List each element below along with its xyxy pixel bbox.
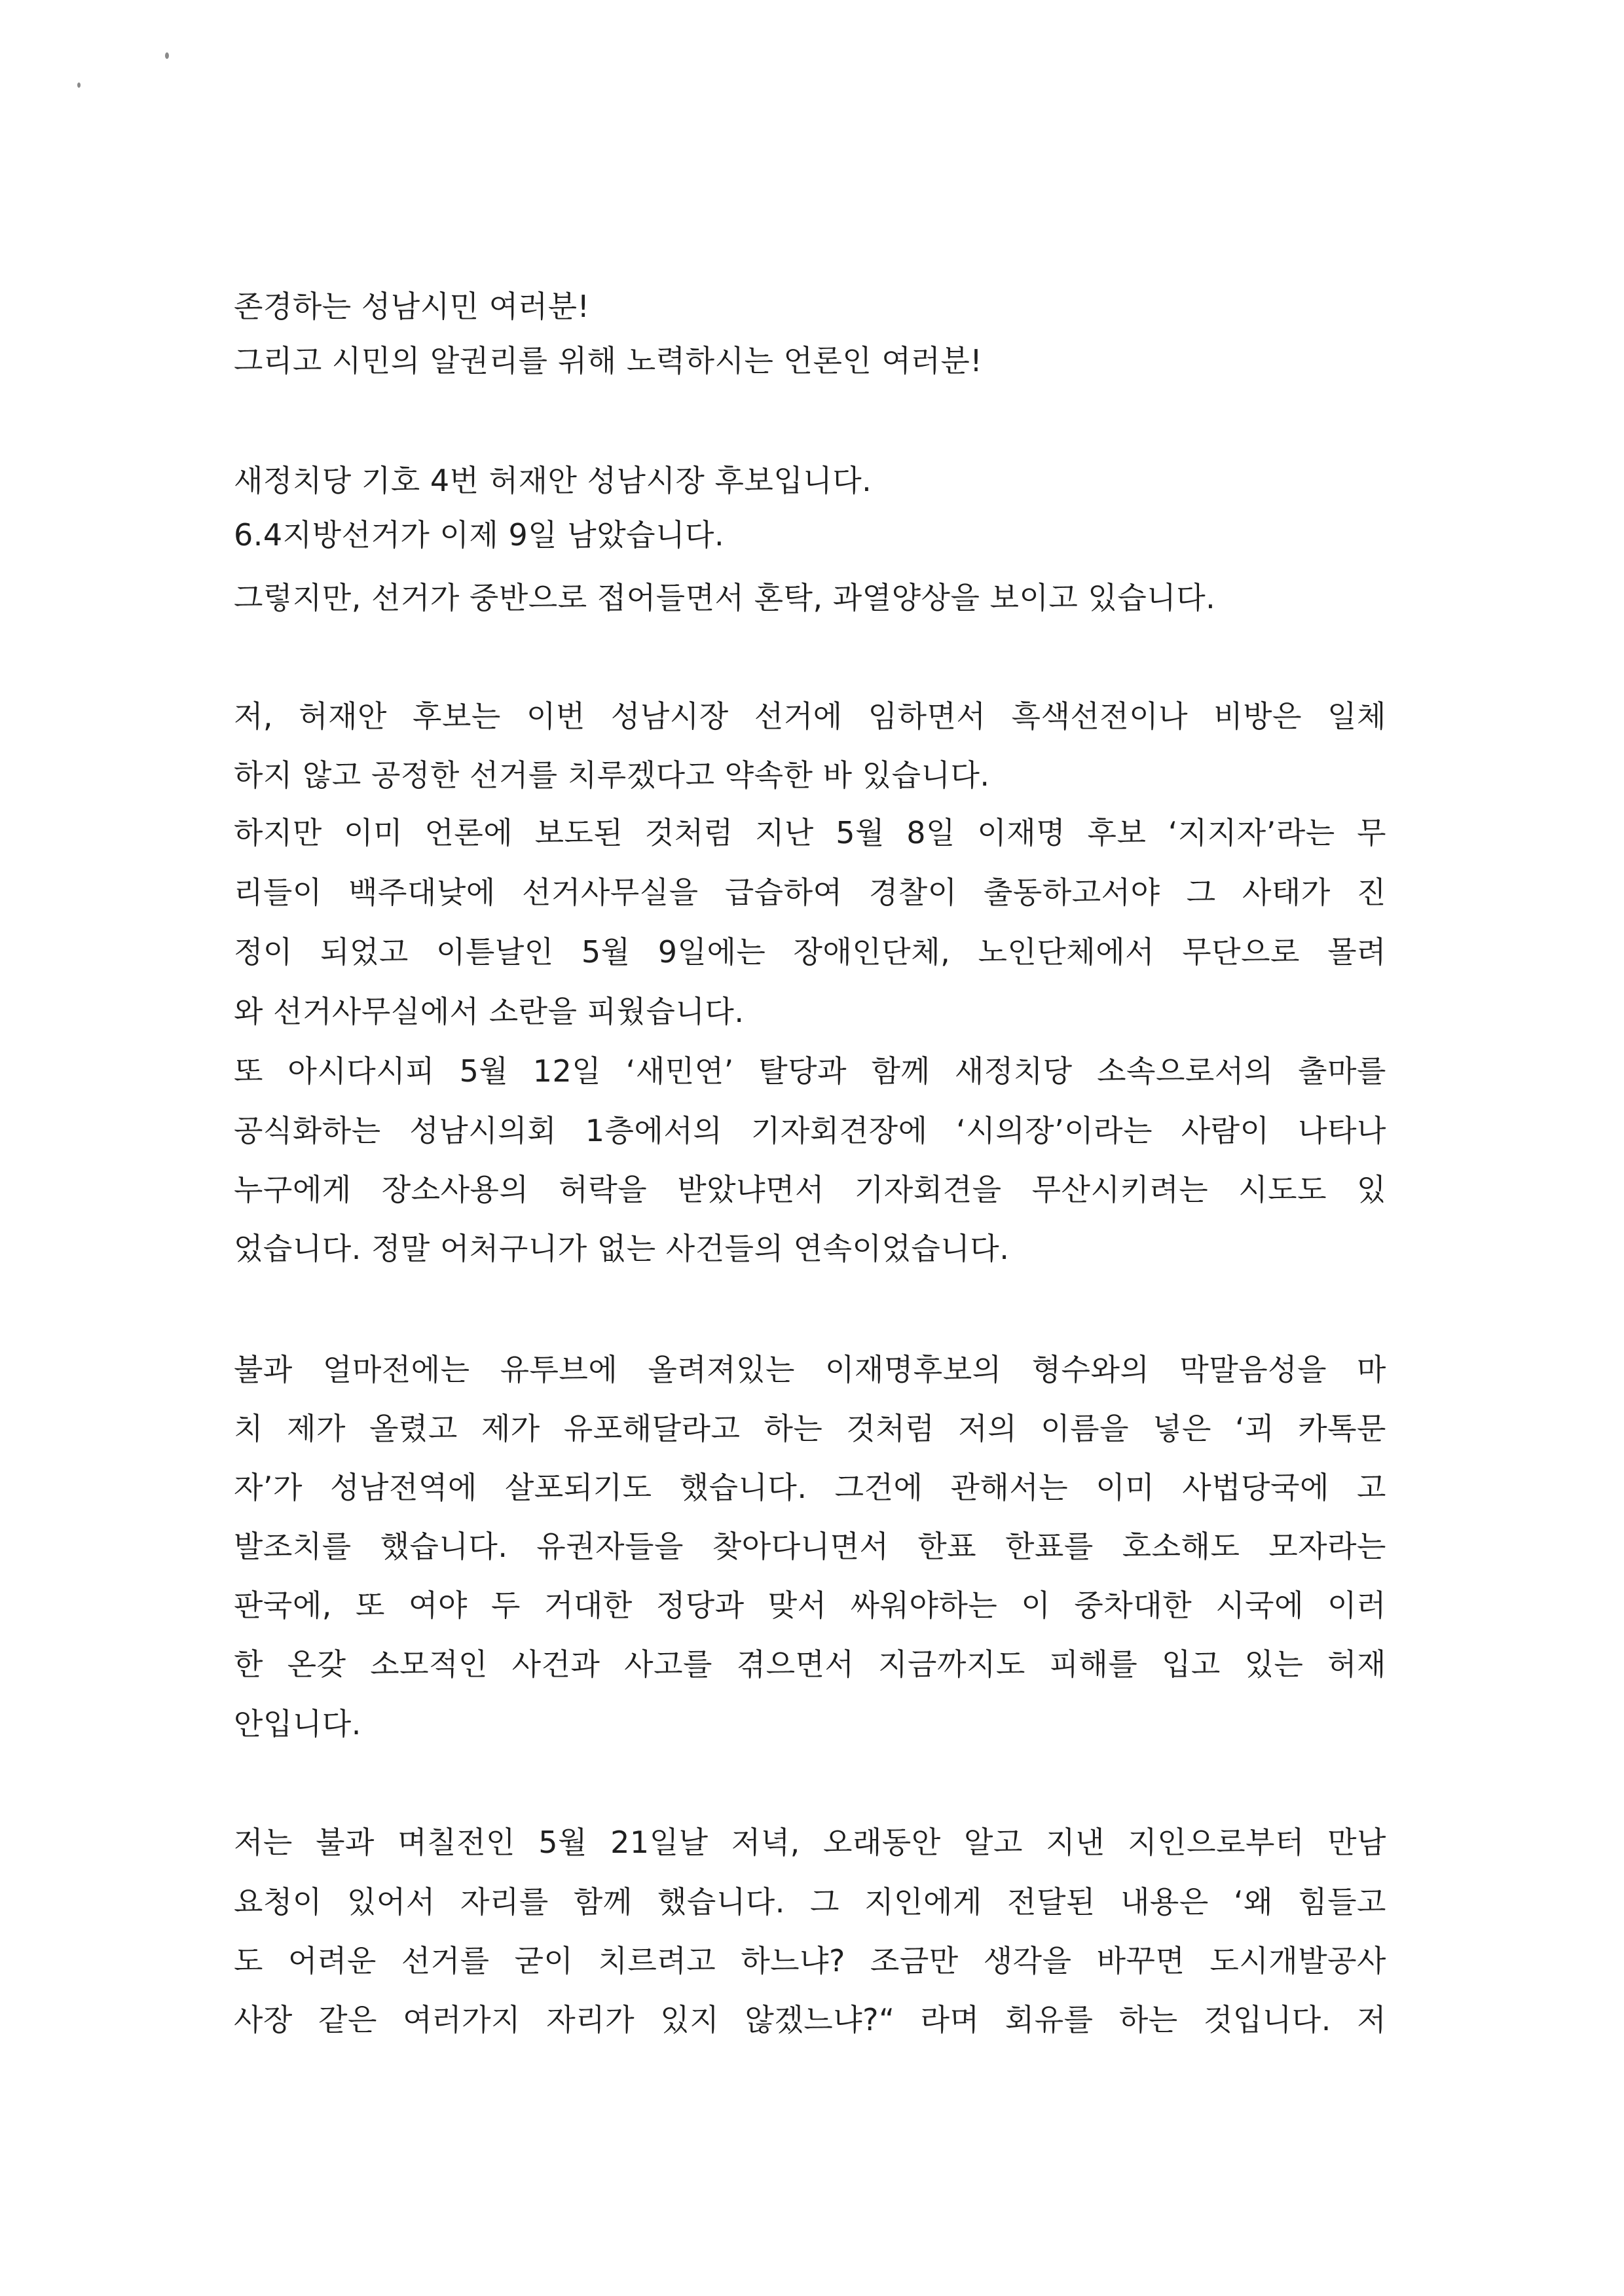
text-line: 치 제가 올렸고 제가 유포해달라고 하는 것처럼 저의 이름을 넣은 ‘괴 카톡문 — [234, 1411, 1386, 1446]
scan-speck — [165, 52, 169, 59]
scan-speck — [77, 82, 81, 88]
text-line: 그리고 시민의 알권리를 위해 노력하시는 언론인 여러분! — [234, 343, 983, 378]
text-line: 사장 같은 여러가지 자리가 있지 않겠느냐?“ 라며 회유를 하는 것입니다. 저 — [234, 2002, 1386, 2037]
text-line: 자’가 성남전역에 살포되기도 했습니다. 그건에 관해서는 이미 사법당국에 고 — [234, 1470, 1386, 1505]
text-line: 존경하는 성남시민 여러분! — [234, 289, 590, 324]
text-line: 저, 허재안 후보는 이번 성남시장 선거에 임하면서 흑색선전이나 비방은 일체 — [234, 699, 1386, 734]
text-line: 와 선거사무실에서 소란을 피웠습니다. — [234, 994, 745, 1029]
text-line: 저는 불과 며칠전인 5월 21일날 저녁, 오래동안 알고 지낸 지인으로부터 만남 — [234, 1825, 1386, 1860]
text-line: 공식화하는 성남시의회 1층에서의 기자회견장에 ‘시의장’이라는 사람이 나타나 — [234, 1113, 1386, 1148]
text-line: 었습니다. 정말 어처구니가 없는 사건들의 연속이었습니다. — [234, 1231, 1010, 1266]
text-line: 하지 않고 공정한 선거를 치루겠다고 약속한 바 있습니다. — [234, 757, 990, 793]
text-line: 발조치를 했습니다. 유권자들을 찾아다니면서 한표 한표를 호소해도 모자라는 — [234, 1529, 1386, 1564]
text-line: 요청이 있어서 자리를 함께 했습니다. 그 지인에게 전달된 내용은 ‘왜 힘들고 — [234, 1884, 1386, 1920]
text-line: 도 어려운 선거를 굳이 치르려고 하느냐? 조금만 생각을 바꾸면 도시개발공사 — [234, 1943, 1386, 1978]
text-line: 정이 되었고 이튿날인 5월 9일에는 장애인단체, 노인단체에서 무단으로 몰려 — [234, 934, 1386, 970]
text-line: 판국에, 또 여야 두 거대한 정당과 맞서 싸워야하는 이 중차대한 시국에 이러 — [234, 1588, 1386, 1623]
text-line: 누구에게 장소사용의 허락을 받았냐면서 기자회견을 무산시키려는 시도도 있 — [234, 1172, 1386, 1207]
text-line: 그렇지만, 선거가 중반으로 접어들면서 혼탁, 과열양상을 보이고 있습니다. — [234, 580, 1216, 615]
text-line: 6.4지방선거가 이제 9일 남았습니다. — [234, 517, 725, 553]
text-line: 불과 얼마전에는 유투브에 올려져있는 이재명후보의 형수와의 막말음성을 마 — [234, 1352, 1386, 1387]
text-line: 새정치당 기호 4번 허재안 성남시장 후보입니다. — [234, 463, 872, 498]
text-line: 또 아시다시피 5월 12일 ‘새민연’ 탈당과 함께 새정치당 소속으로서의 출마를 — [234, 1053, 1386, 1089]
text-line: 리들이 백주대낮에 선거사무실을 급습하여 경찰이 출동하고서야 그 사태가 진 — [234, 875, 1386, 910]
text-line: 안입니다. — [234, 1706, 361, 1741]
text-line: 한 온갖 소모적인 사건과 사고를 겪으면서 지금까지도 피해를 입고 있는 허재 — [234, 1647, 1386, 1682]
text-line: 하지만 이미 언론에 보도된 것처럼 지난 5월 8일 이재명 후보 ‘지지자’라는 무 — [234, 815, 1386, 850]
